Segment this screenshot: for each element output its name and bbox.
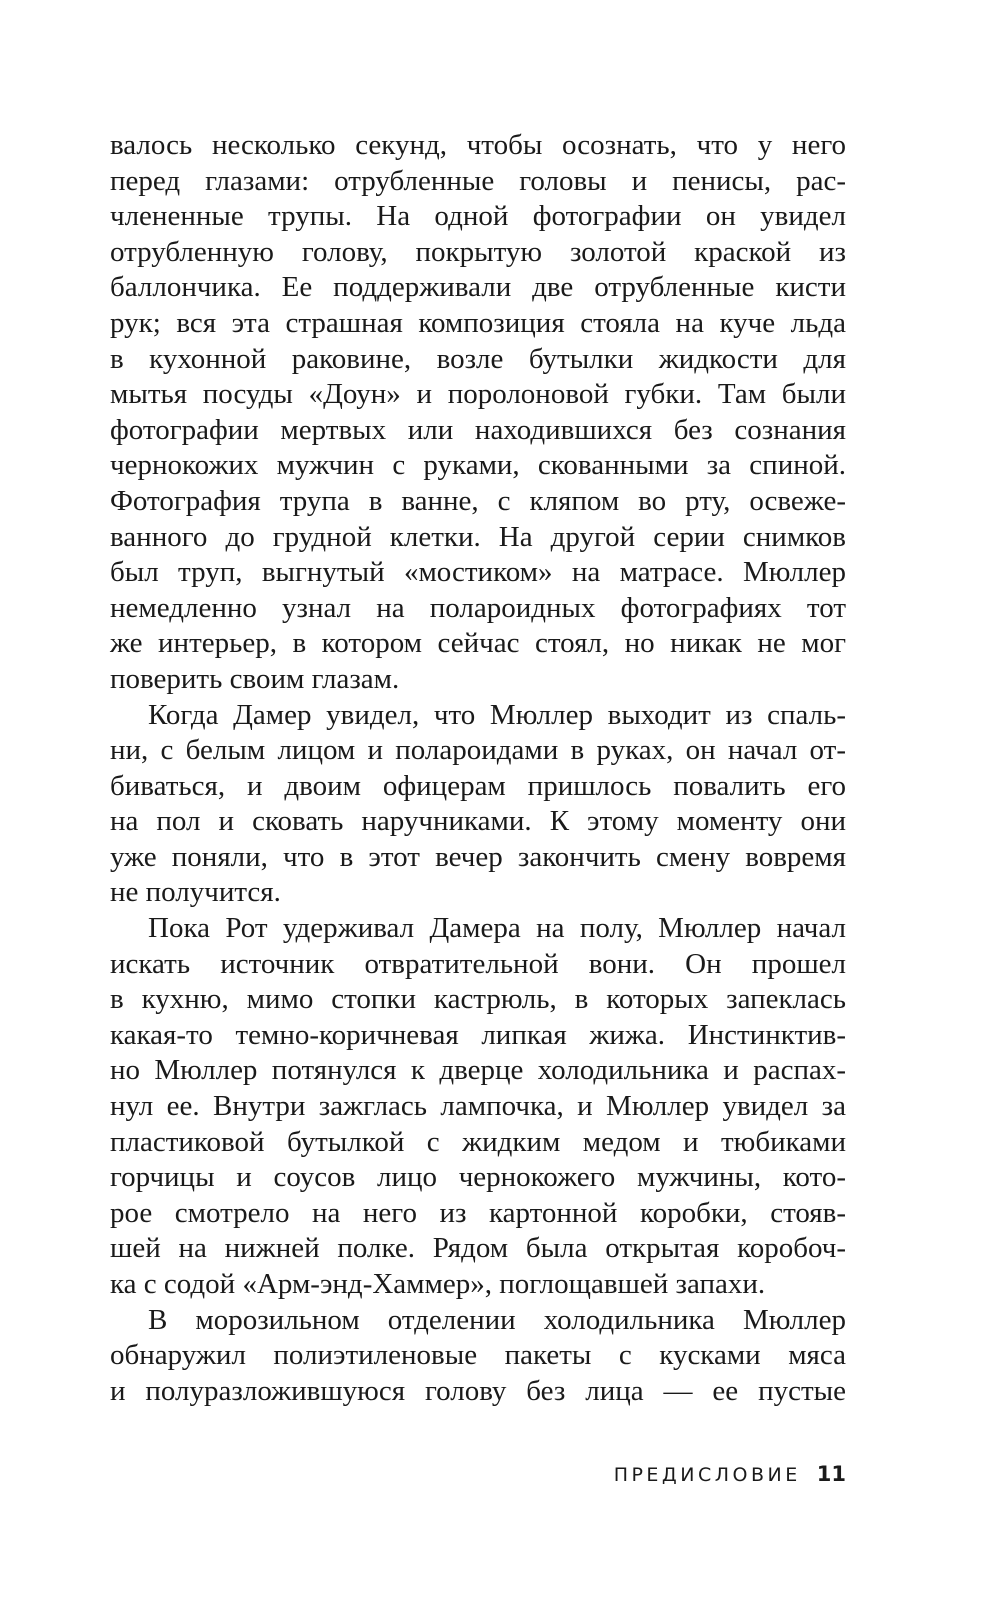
text-line: горчицы и соусов лицо чернокожего мужчины, кото-: [110, 1161, 846, 1194]
text-line: в кухню, мимо стопки кастрюль, в которых запеклась: [110, 983, 846, 1016]
text-line: обнаружил полиэтиленовые пакеты с кусками мяса: [110, 1339, 846, 1372]
text-line: на пол и сковать наручниками. К этому моменту они: [110, 805, 846, 838]
text-line: не получится.: [110, 876, 281, 909]
text-line: ванного до грудной клетки. На другой серии снимков: [110, 520, 846, 553]
text-line: немедленно узнал на полароидных фотографиях тот: [110, 591, 846, 624]
paragraph: [110, 1303, 846, 1410]
text-line: был труп, выгнутый «мостиком» на матрасе. Мюллер: [110, 556, 846, 589]
text-line: отрубленную голову, покрытую золотой краской из: [110, 235, 846, 268]
text-line: же интерьер, в котором сейчас стоял, но никак не мог: [110, 627, 846, 660]
running-head: ПРЕДИСЛОВИЕ: [613, 1464, 801, 1486]
paragraph: [110, 698, 846, 912]
text-line: ни, с белым лицом и полароидами в руках, он начал от-: [110, 734, 846, 767]
text-line: мытья посуды «Доун» и поролоновой губки. Там были: [110, 378, 846, 411]
text-line: поверить своим глазам.: [110, 662, 400, 695]
text-line: валось несколько секунд, чтобы осознать, что у него: [110, 129, 846, 161]
page-footer: [614, 1462, 846, 1486]
text-line: члененные трупы. На одной фотографии он увидел: [110, 200, 846, 233]
text-line: Когда Дамер увидел, что Мюллер выходит из спаль-: [148, 698, 846, 731]
text-line: фотографии мертвых или находившихся без сознания: [110, 413, 846, 446]
text-line: в кухонной раковине, возле бутылки жидкости для: [110, 342, 846, 375]
text-line: биваться, и двоим офицерам пришлось повалить его: [110, 769, 846, 802]
text-line: Фотография трупа в ванне, с кляпом во рту, освеже-: [110, 484, 846, 517]
text-line: шей на нижней полке. Рядом была открытая коробоч-: [110, 1232, 846, 1265]
text-line: искать источник отвратительной вони. Он прошел: [110, 947, 846, 980]
text-line: нул ее. Внутри зажглась лампочка, и Мюллер увидел за: [110, 1090, 846, 1123]
text-line: уже поняли, что в этот вечер закончить смену вовремя: [110, 840, 846, 873]
text-line: рук; вся эта страшная композиция стояла на куче льда: [110, 306, 846, 339]
text-line: но Мюллер потянулся к дверце холодильника и распах-: [110, 1054, 846, 1087]
text-line: чернокожих мужчин с руками, скованными за спиной.: [110, 449, 846, 482]
paragraph: [110, 911, 846, 1303]
text-line: пластиковой бутылкой с жидким медом и тюбиками: [110, 1125, 846, 1158]
text-line: рое смотрело на него из картонной коробки, стояв-: [110, 1196, 846, 1229]
paragraph: [110, 128, 846, 698]
text-line: В морозильном отделении холодильника Мюллер: [148, 1303, 846, 1336]
text-line: Пока Рот удерживал Дамера на полу, Мюллер начал: [148, 912, 846, 945]
body-text: [110, 128, 846, 1409]
text-line: перед глазами: отрубленные головы и пенисы, рас-: [110, 164, 846, 197]
text-line: и полуразложившуюся голову без лица — ее пустые: [110, 1374, 846, 1407]
text-line: баллончика. Ее поддерживали две отрубленные кисти: [110, 271, 846, 304]
text-line: какая-то темно-коричневая липкая жижа. Инстинктив-: [110, 1018, 846, 1051]
text-line: ка с содой «Арм-энд-Хаммер», поглощавшей запахи.: [110, 1268, 766, 1300]
page-number: 11: [816, 1462, 846, 1486]
